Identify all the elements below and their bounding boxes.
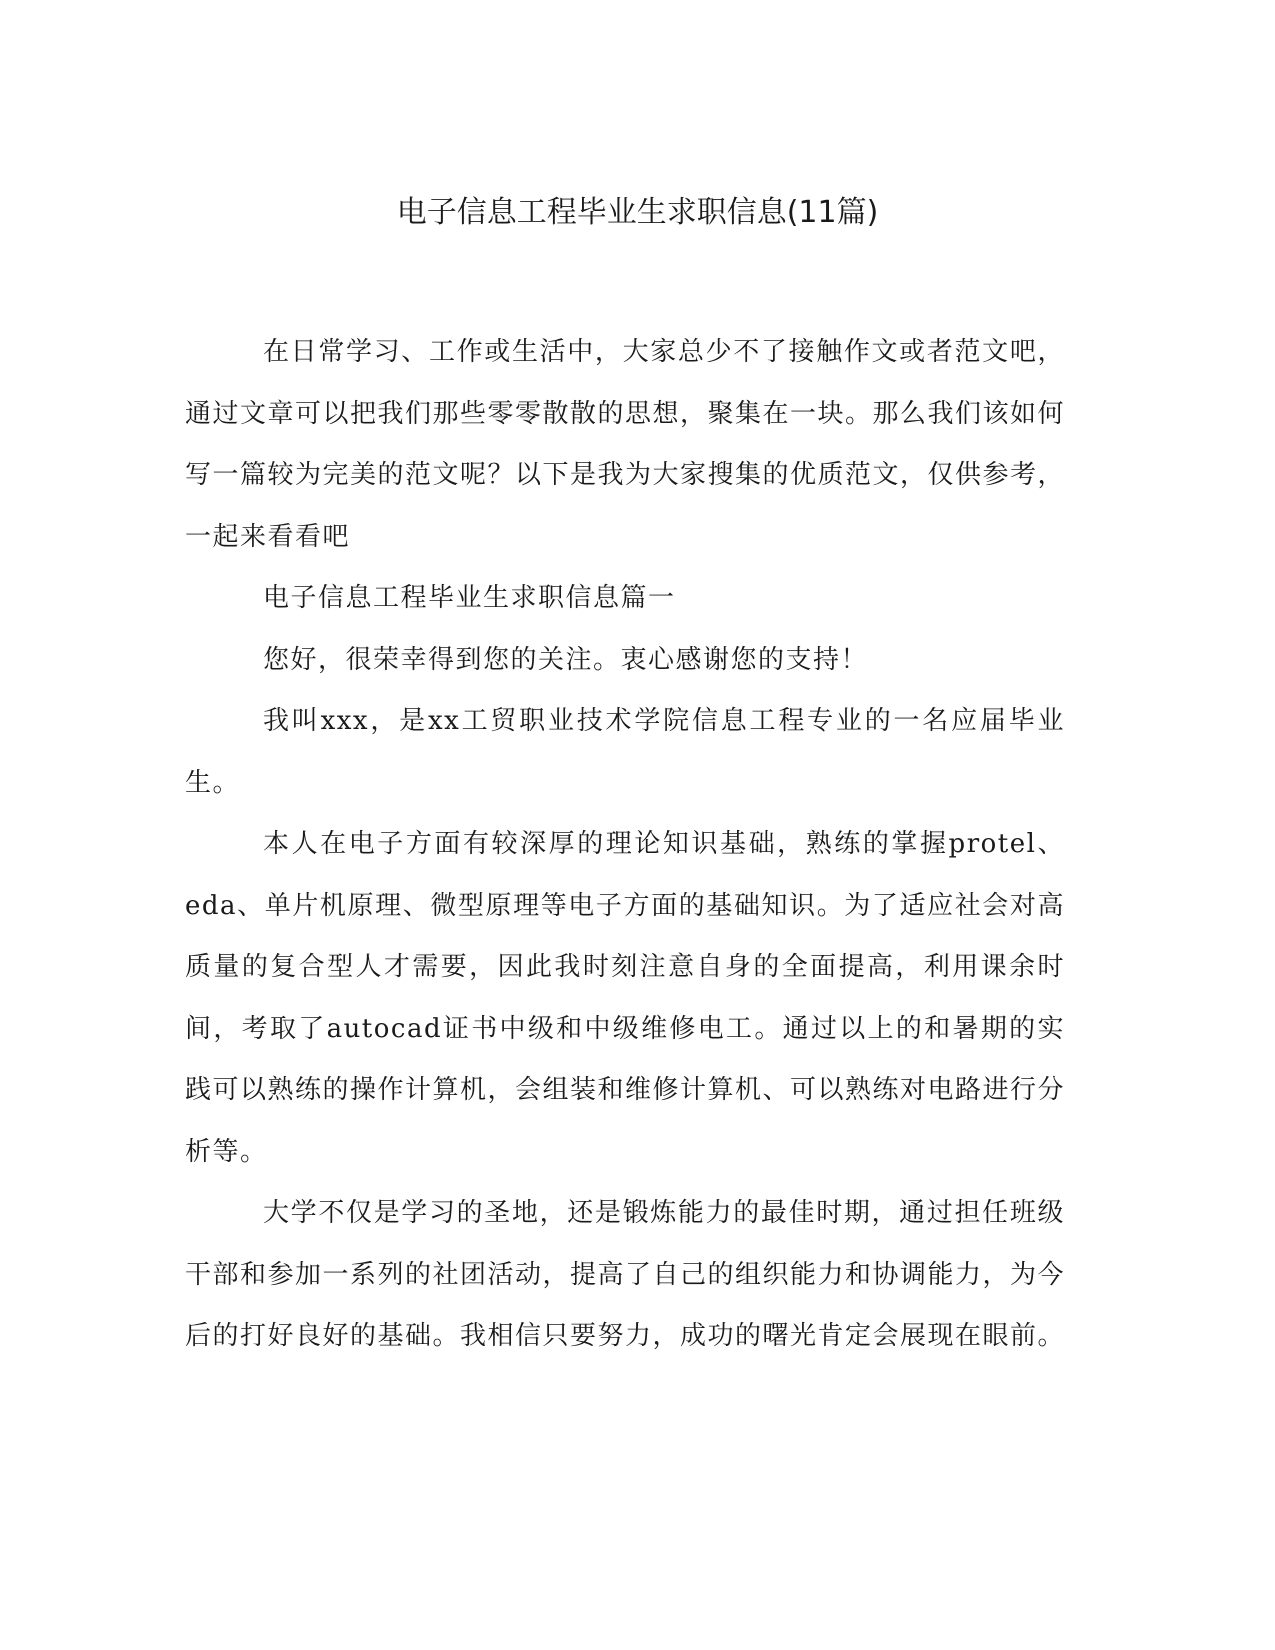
document-body (185, 322, 1065, 1368)
greeting-paragraph: 您好，很荣幸得到您的关注。衷心感谢您的支持！ (263, 644, 869, 675)
page-title: 电子信息工程毕业生求职信息(11篇) (396, 195, 879, 230)
self-intro-paragraph: 我叫xxx，是xx工贸职业技术学院信息工程专业的一名应届毕业生。 (185, 706, 1065, 798)
skills-paragraph: 本人在电子方面有较深厚的理论知识基础，熟练的掌握protel、eda、单片机原理、微型原理等电子方面的基础知识。为了适应社会对高质量的复合型人才需要，因此我时刻注意自身的全面提高，利用课余时间，考取了autocad证书中级和中级维修电工。通过以上的和暑期的实践可以熟练的操作计算机，会组装和维修计算机、可以熟练对电路进行分析等。 (185, 829, 1066, 1167)
intro-paragraph: 在日常学习、工作或生活中，大家总少不了接触作文或者范文吧，通过文章可以把我们那些零零散散的思想，聚集在一块。那么我们该如何写一篇较为完美的范文呢？以下是我为大家搜集的优质范文，仅供参考，一起来看看吧 (185, 337, 1066, 552)
section-heading: 电子信息工程毕业生求职信息篇一 (263, 583, 676, 613)
experience-paragraph: 大学不仅是学习的圣地，还是锻炼能力的最佳时期，通过担任班级干部和参加一系列的社团活动，提高了自己的组织能力和协调能力，为今后的打好良好的基础。我相信只要努力，成功的曙光肯定会展现在眼前。 (185, 1198, 1066, 1351)
